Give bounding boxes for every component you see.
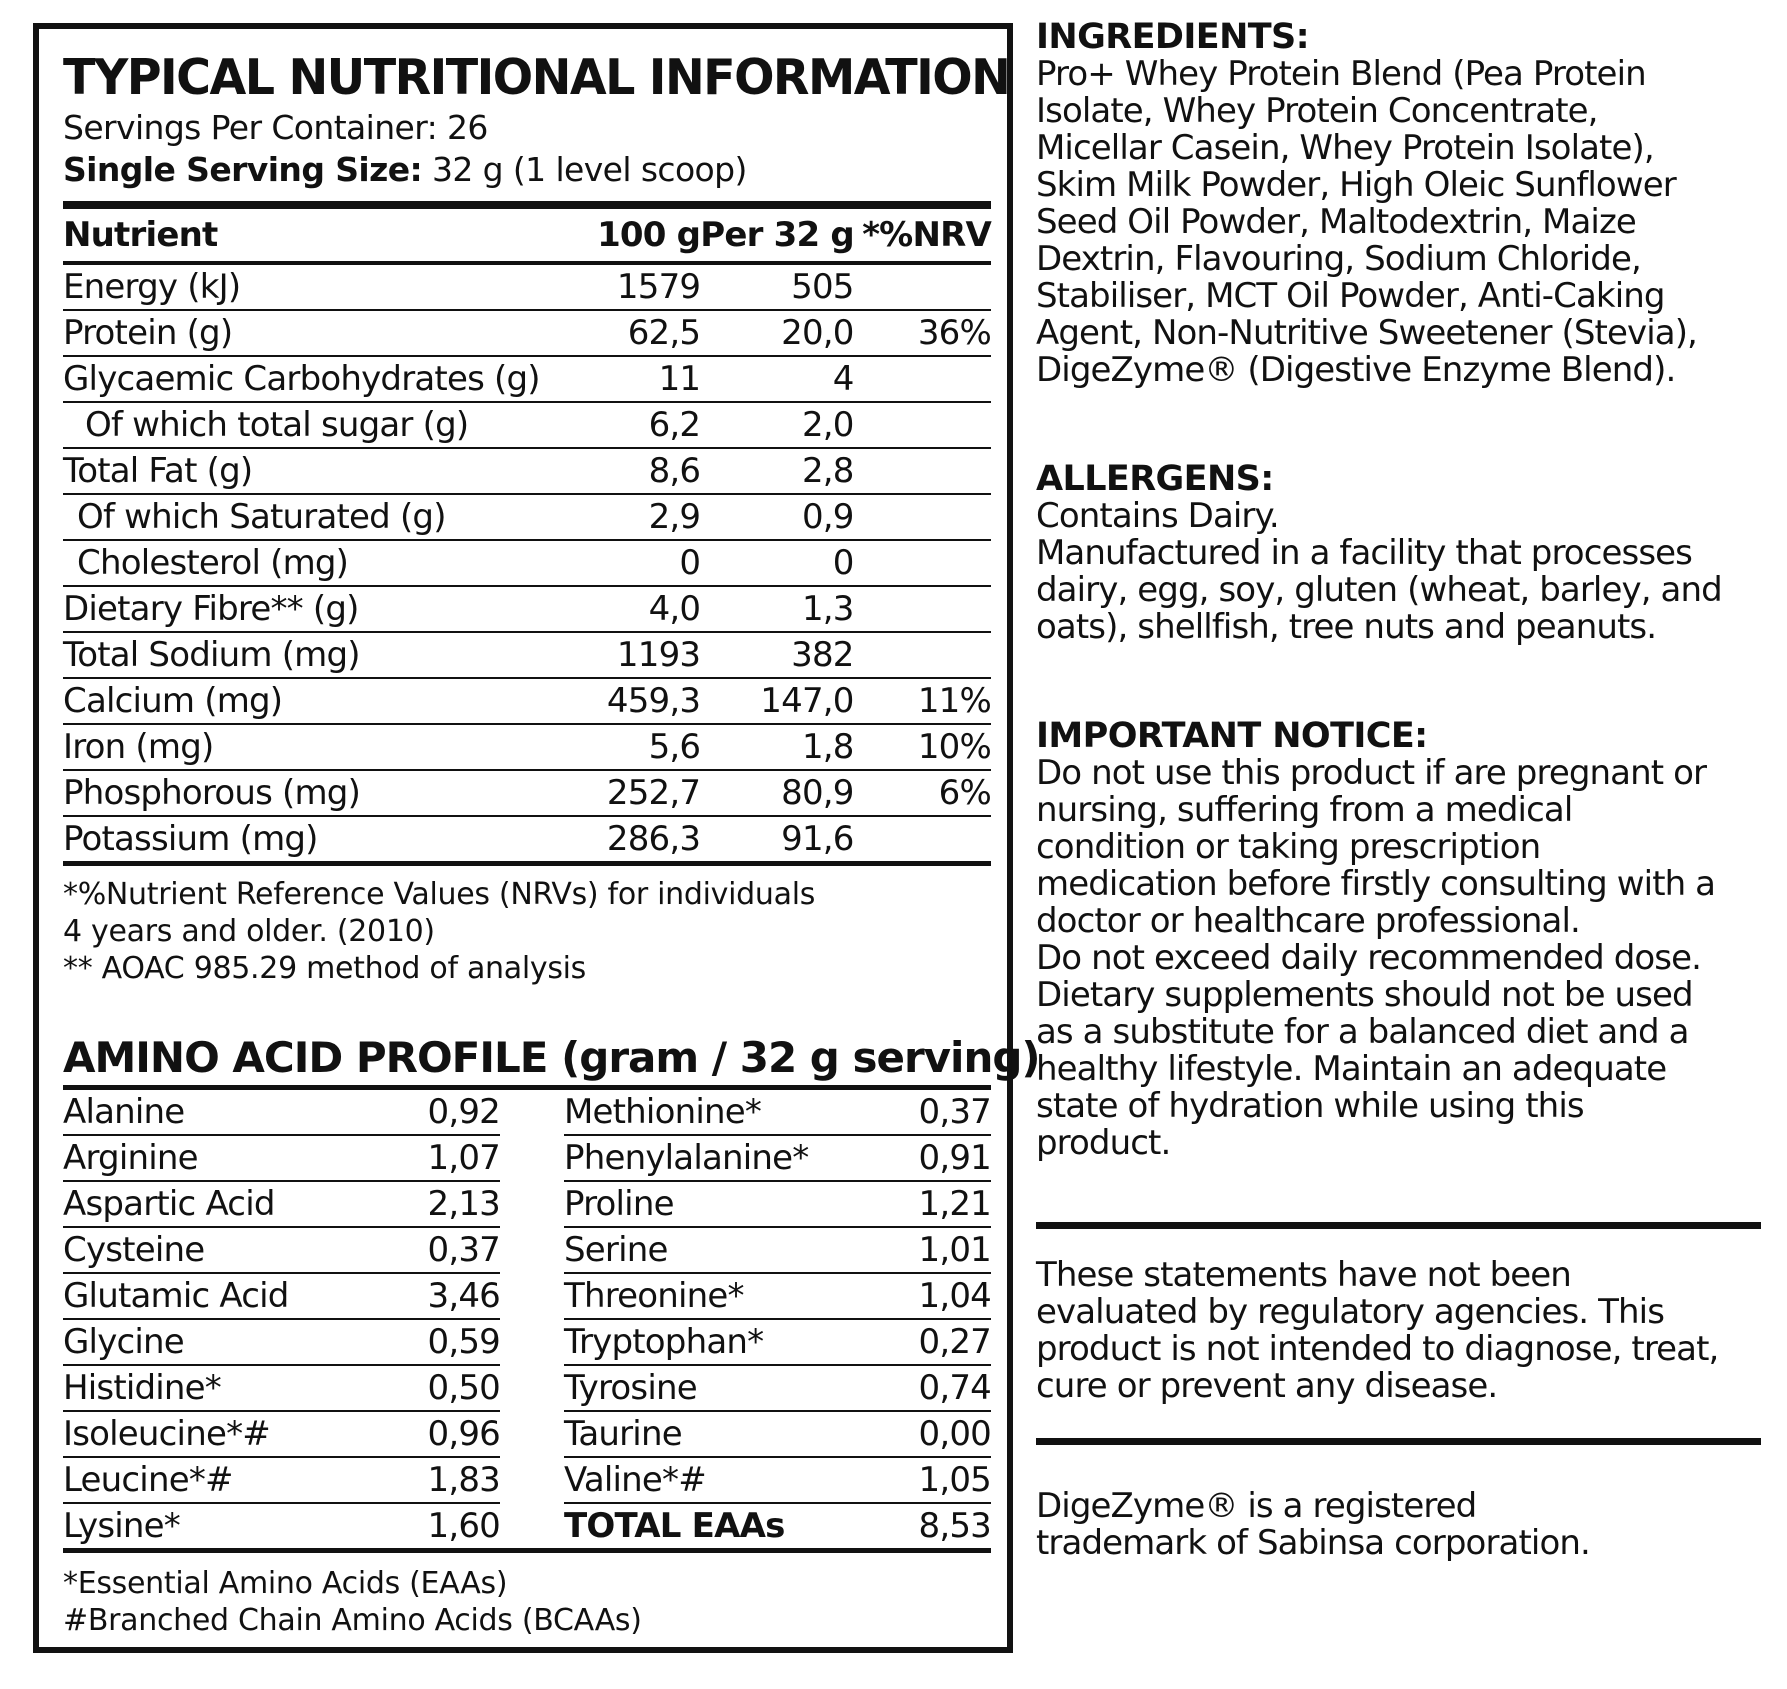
amino-value: 0,37 xyxy=(363,1227,500,1273)
notice-line: medication before firstly consulting with a xyxy=(1036,864,1716,904)
amino-column-left xyxy=(63,1090,500,1548)
ingredients-line: Micellar Casein, Whey Protein Isolate), xyxy=(1036,128,1654,168)
amino-name: Methionine* xyxy=(564,1090,864,1135)
nutrition-panel xyxy=(33,23,1040,1653)
amino-name: Arginine xyxy=(63,1135,363,1181)
important-notice-heading: IMPORTANT NOTICE: xyxy=(1036,716,1428,756)
notice-line: Do not exceed daily recommended dose. xyxy=(1036,938,1702,978)
amino-value: 0,92 xyxy=(363,1090,500,1135)
nrv-value xyxy=(854,263,991,310)
amino-name: Tyrosine xyxy=(564,1365,864,1411)
divider xyxy=(63,1548,991,1553)
amino-value: 0,96 xyxy=(363,1411,500,1457)
amino-name: Lysine* xyxy=(63,1506,180,1546)
table-row xyxy=(63,1503,500,1548)
nrv-value xyxy=(854,494,991,540)
table-row xyxy=(63,1411,500,1457)
table-row xyxy=(63,1457,500,1503)
column-header-nrv: *%NRV xyxy=(862,215,991,255)
amino-value: 2,13 xyxy=(363,1181,500,1227)
nutrition-panel-content xyxy=(63,49,1040,1639)
nutrition-header-row xyxy=(63,209,991,263)
per-100g-value: 286,3 xyxy=(606,819,701,859)
allergens-line: oats), shellfish, tree nuts and peanuts. xyxy=(1036,607,1657,647)
per-serving-value: 0,9 xyxy=(801,497,854,537)
table-row xyxy=(564,1319,991,1365)
amino-value: 0,00 xyxy=(864,1411,991,1457)
nrv-value xyxy=(854,816,991,861)
notice-line: doctor or healthcare professional. xyxy=(1036,901,1580,941)
nrv-footnote: *%Nutrient Reference Values (NRVs) for individuals xyxy=(63,877,816,912)
nutrient-name: Of which total sugar (g) xyxy=(85,405,469,445)
ingredients-line: Skim Milk Powder, High Oleic Sunflower xyxy=(1036,165,1676,205)
amino-value: 1,04 xyxy=(864,1273,991,1319)
amino-value: 3,46 xyxy=(363,1273,500,1319)
nrv-value xyxy=(854,632,991,678)
table-row xyxy=(63,540,991,586)
per-serving-value: 20,0 xyxy=(781,313,854,353)
table-row xyxy=(63,263,991,310)
nutrient-name: Total Fat (g) xyxy=(63,451,253,491)
amino-name: Taurine xyxy=(564,1411,864,1457)
trademark-line: trademark of Sabinsa corporation. xyxy=(1036,1523,1590,1563)
amino-table xyxy=(63,1090,991,1548)
amino-value: 1,60 xyxy=(427,1506,500,1546)
amino-value: 1,83 xyxy=(363,1457,500,1503)
per-100g-value: 1579 xyxy=(616,267,701,307)
nutrient-name: Of which Saturated (g) xyxy=(77,497,446,537)
amino-column-right xyxy=(564,1090,991,1548)
per-100g-value: 62,5 xyxy=(627,313,701,353)
table-row xyxy=(564,1365,991,1411)
per-serving-value: 0 xyxy=(832,543,854,583)
table-row xyxy=(564,1503,991,1548)
serving-size-label: Single Serving Size: xyxy=(63,150,423,189)
amino-value: 1,01 xyxy=(864,1227,991,1273)
notice-line: state of hydration while using this xyxy=(1036,1086,1584,1126)
amino-name: Valine*# xyxy=(564,1457,864,1503)
nutrient-name: Glycaemic Carbohydrates (g) xyxy=(63,359,540,399)
per-serving-value: 1,3 xyxy=(801,589,854,629)
bcaa-footnote: #Branched Chain Amino Acids (BCAAs) xyxy=(63,1603,642,1638)
per-100g-value: 1193 xyxy=(616,635,701,675)
allergens-line: dairy, egg, soy, gluten (wheat, barley, and xyxy=(1036,570,1722,610)
nrv-value: 36% xyxy=(917,313,991,353)
table-row xyxy=(564,1227,991,1273)
notice-line: nursing, suffering from a medical xyxy=(1036,790,1573,830)
ingredients-heading: INGREDIENTS: xyxy=(1036,17,1310,57)
per-100g-value: 8,6 xyxy=(648,451,701,491)
notice-line: Dietary supplements should not be used xyxy=(1036,975,1693,1015)
per-serving-value: 382 xyxy=(791,635,854,675)
amino-name: Glycine xyxy=(63,1319,363,1365)
per-100g-value: 2,9 xyxy=(648,497,701,537)
column-header-nutrient: Nutrient xyxy=(63,215,218,255)
divider xyxy=(1036,1438,1761,1445)
per-serving-value: 91,6 xyxy=(781,819,854,859)
table-row xyxy=(63,1227,500,1273)
amino-name: Glutamic Acid xyxy=(63,1273,363,1319)
amino-name: Isoleucine*# xyxy=(63,1411,363,1457)
column-header-per-serving: Per 32 g xyxy=(700,215,854,255)
nrv-value xyxy=(854,402,991,448)
amino-value: 1,07 xyxy=(363,1135,500,1181)
per-serving-value: 505 xyxy=(791,267,854,307)
per-100g-value: 11 xyxy=(658,359,701,399)
eaa-footnote: *Essential Amino Acids (EAAs) xyxy=(63,1566,508,1601)
ingredients-line: Agent, Non-Nutritive Sweetener (Stevia), xyxy=(1036,313,1697,353)
nutrient-name: Dietary Fibre** (g) xyxy=(63,589,359,629)
allergens-line: Contains Dairy. xyxy=(1036,496,1279,536)
amino-name: Cysteine xyxy=(63,1227,363,1273)
table-row xyxy=(63,724,991,770)
table-row xyxy=(564,1457,991,1503)
notice-line: Do not use this product if are pregnant or xyxy=(1036,753,1707,793)
ingredients-line: Stabiliser, MCT Oil Powder, Anti-Caking xyxy=(1036,276,1665,316)
table-row xyxy=(63,678,991,724)
amino-value: 1,21 xyxy=(864,1181,991,1227)
amino-value: 0,74 xyxy=(864,1365,991,1411)
per-serving-value: 2,0 xyxy=(801,405,854,445)
ingredients-line: Isolate, Whey Protein Concentrate, xyxy=(1036,91,1598,131)
nrv-footnote-cont: 4 years and older. (2010) xyxy=(63,914,435,949)
per-serving-value: 147,0 xyxy=(760,681,854,721)
per-serving-value: 1,8 xyxy=(801,727,854,767)
table-row xyxy=(63,310,991,356)
nrv-value: 6% xyxy=(938,773,991,813)
fibre-footnote: ** AOAC 985.29 method of analysis xyxy=(63,951,587,986)
ingredients-section xyxy=(1036,18,1761,389)
serving-size xyxy=(63,149,991,191)
per-100g-value: 0 xyxy=(679,543,701,583)
nrv-value: 10% xyxy=(917,727,991,767)
amino-title: AMINO ACID PROFILE (gram / 32 g serving) xyxy=(63,1033,1040,1082)
per-serving-value: 4 xyxy=(832,359,854,399)
ingredients-line: Dextrin, Flavouring, Sodium Chloride, xyxy=(1036,239,1641,279)
nutrient-name: Total Sodium (mg) xyxy=(63,635,360,675)
table-row xyxy=(564,1411,991,1457)
table-row xyxy=(63,1135,500,1181)
trademark-line: DigeZyme® is a registered xyxy=(1036,1486,1477,1526)
ingredients-line: Pro+ Whey Protein Blend (Pea Protein xyxy=(1036,54,1646,94)
amino-value: 0,91 xyxy=(864,1135,991,1181)
per-100g-value: 459,3 xyxy=(606,681,701,721)
total-eaas-label: TOTAL EAAs xyxy=(564,1506,785,1546)
table-row xyxy=(63,1319,500,1365)
per-100g-value: 5,6 xyxy=(648,727,701,767)
amino-name: Histidine* xyxy=(63,1365,363,1411)
nutrition-title: TYPICAL NUTRITIONAL INFORMATION xyxy=(63,49,1010,106)
amino-value: 0,37 xyxy=(864,1090,991,1135)
trademark-section xyxy=(1036,1488,1761,1562)
nrv-value xyxy=(854,448,991,494)
table-row xyxy=(63,402,991,448)
nrv-value xyxy=(854,586,991,632)
amino-value: 0,27 xyxy=(864,1319,991,1365)
per-serving-value: 2,8 xyxy=(801,451,854,491)
disclaimer-section xyxy=(1036,1257,1761,1405)
allergens-line: Manufactured in a facility that processes xyxy=(1036,533,1692,573)
total-eaas-value: 8,53 xyxy=(918,1506,991,1546)
column-header-per-100g: 100 g xyxy=(597,215,701,255)
servings-per-container: Servings Per Container: 26 xyxy=(63,108,488,147)
notice-line: condition or taking prescription xyxy=(1036,827,1541,867)
divider xyxy=(1036,1222,1761,1229)
table-row xyxy=(63,1181,500,1227)
amino-value: 0,50 xyxy=(363,1365,500,1411)
table-row xyxy=(63,586,991,632)
nutrient-name: Iron (mg) xyxy=(63,727,214,767)
amino-name: Proline xyxy=(564,1181,864,1227)
table-row xyxy=(63,1273,500,1319)
notice-line: product. xyxy=(1036,1123,1171,1163)
amino-name: Threonine* xyxy=(564,1273,864,1319)
nutrient-name: Protein (g) xyxy=(63,313,233,353)
disclaimer-line: product is not intended to diagnose, treat, xyxy=(1036,1329,1719,1369)
table-row xyxy=(63,770,991,816)
table-row xyxy=(63,494,991,540)
nutrient-name: Cholesterol (mg) xyxy=(77,543,349,583)
per-100g-value: 252,7 xyxy=(606,773,701,813)
table-row xyxy=(564,1181,991,1227)
table-row xyxy=(63,356,991,402)
nutrient-name: Phosphorous (mg) xyxy=(63,773,361,813)
table-row xyxy=(63,448,991,494)
disclaimer-line: These statements have not been xyxy=(1036,1255,1571,1295)
amino-name: Serine xyxy=(564,1227,864,1273)
amino-name: Alanine xyxy=(63,1090,363,1135)
nrv-value xyxy=(854,540,991,586)
table-row xyxy=(564,1135,991,1181)
notice-line: as a substitute for a balanced diet and a xyxy=(1036,1012,1689,1052)
table-row xyxy=(63,1090,500,1135)
amino-value: 1,05 xyxy=(864,1457,991,1503)
notice-line: healthy lifestyle. Maintain an adequate xyxy=(1036,1049,1667,1089)
amino-name: Tryptophan* xyxy=(564,1319,864,1365)
allergens-heading: ALLERGENS: xyxy=(1036,459,1274,499)
allergens-section xyxy=(1036,460,1761,646)
table-row xyxy=(564,1090,991,1135)
divider xyxy=(63,201,991,209)
nrv-value: 11% xyxy=(917,681,991,721)
serving-size-value: 32 g (1 level scoop) xyxy=(431,150,747,189)
table-row xyxy=(564,1273,991,1319)
table-row xyxy=(63,632,991,678)
per-serving-value: 80,9 xyxy=(781,773,854,813)
amino-name: Leucine*# xyxy=(63,1457,363,1503)
disclaimer-line: evaluated by regulatory agencies. This xyxy=(1036,1292,1665,1332)
per-100g-value: 4,0 xyxy=(648,589,701,629)
per-100g-value: 6,2 xyxy=(648,405,701,445)
nutrition-table xyxy=(63,209,991,861)
table-row xyxy=(63,1365,500,1411)
divider xyxy=(63,861,991,866)
table-row xyxy=(63,816,991,861)
nrv-value xyxy=(854,356,991,402)
disclaimer-line: cure or prevent any disease. xyxy=(1036,1366,1498,1406)
ingredients-line: DigeZyme® (Digestive Enzyme Blend). xyxy=(1036,350,1676,390)
nutrient-name: Potassium (mg) xyxy=(63,819,318,859)
amino-name: Aspartic Acid xyxy=(63,1181,363,1227)
nutrient-name: Energy (kJ) xyxy=(63,267,241,307)
right-column xyxy=(1036,18,1761,1562)
nutrient-name: Calcium (mg) xyxy=(63,681,283,721)
amino-name: Phenylalanine* xyxy=(564,1135,864,1181)
amino-value: 0,59 xyxy=(363,1319,500,1365)
ingredients-line: Seed Oil Powder, Maltodextrin, Maize xyxy=(1036,202,1636,242)
important-notice-section xyxy=(1036,717,1761,1162)
